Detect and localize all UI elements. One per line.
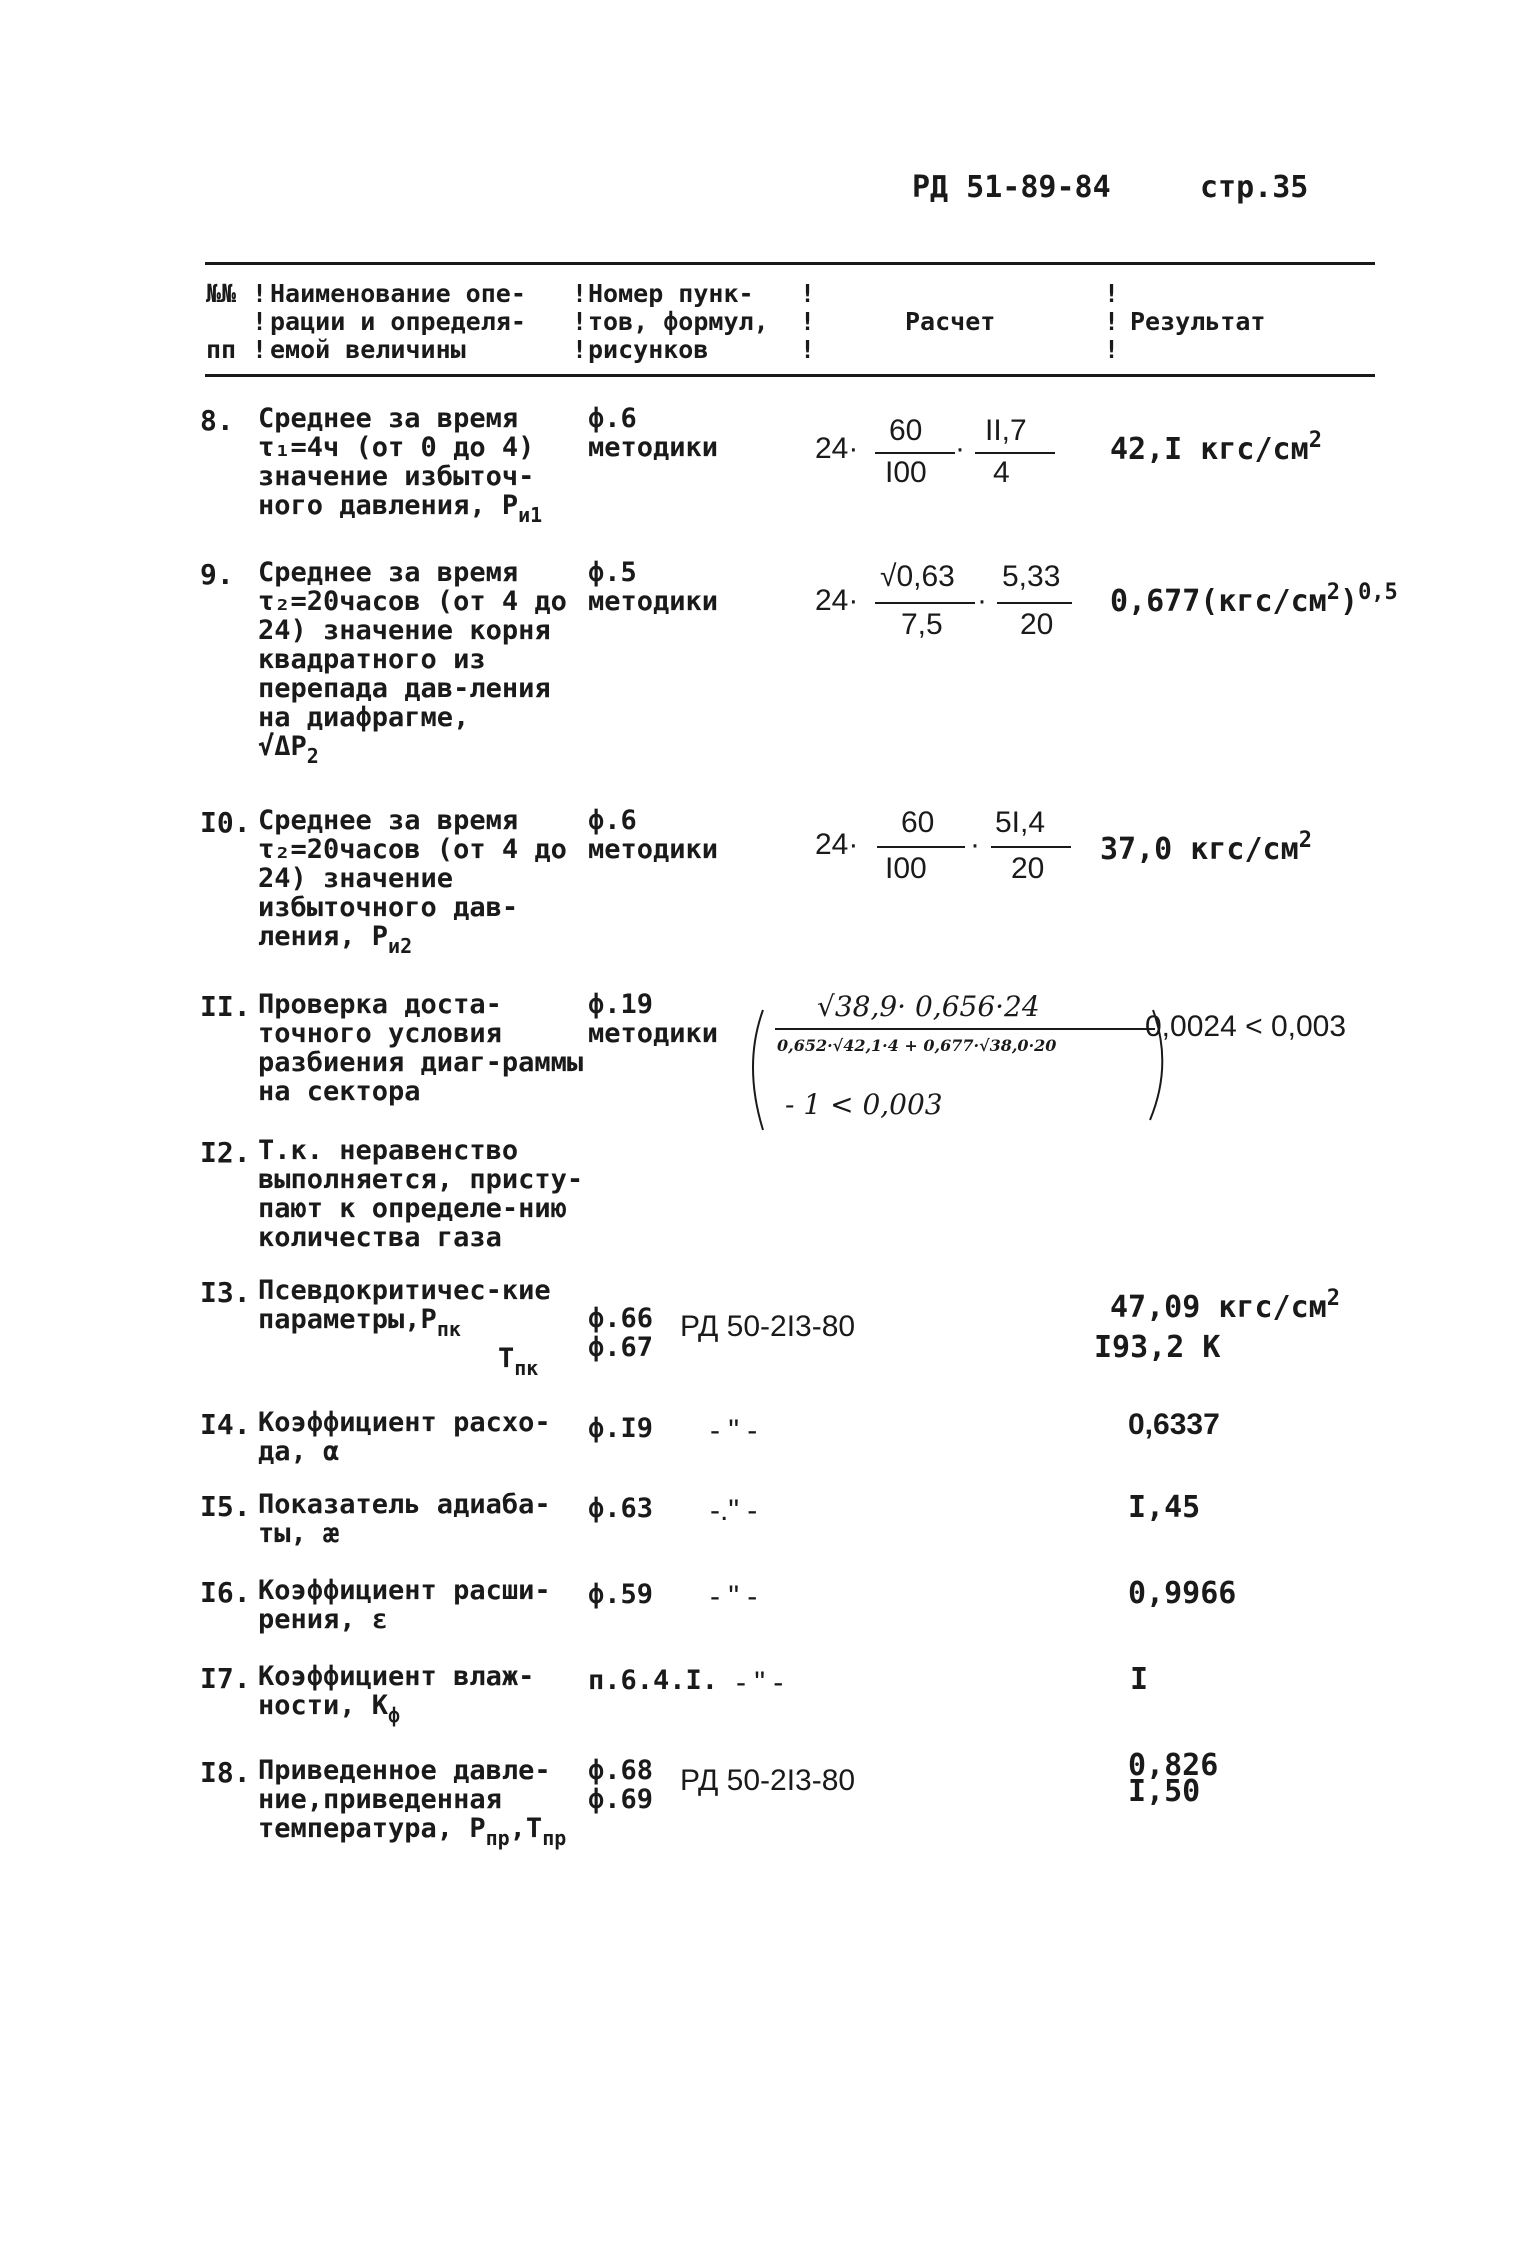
row-number: I3. xyxy=(200,1276,251,1309)
row-reference: ф.66 ф.67 xyxy=(588,1303,654,1363)
row-name: Коэффициент расхо-да, α xyxy=(258,1407,551,1467)
row-result: I xyxy=(1130,1662,1149,1697)
row-number: I5. xyxy=(200,1490,251,1523)
row-name: Среднее за время τ₁=4ч (от 0 до 4) значение избыточ-ного давления, $P_{и1}$ xyxy=(258,403,543,527)
page-number: стр.35 xyxy=(1200,170,1309,205)
row-ditto: - " - xyxy=(710,1580,758,1613)
col-calc: Расчет xyxy=(905,307,996,336)
col-name-line1: Наименование опе- xyxy=(270,279,526,308)
table-top-rule xyxy=(205,262,1375,265)
row-reference-standard: РД 50-2I3-80 xyxy=(680,1310,856,1343)
row-name: Коэффициент расши-рения, ε xyxy=(258,1575,551,1635)
row-reference: ф.68 ф.69 xyxy=(588,1755,654,1815)
row-number: II. xyxy=(200,990,251,1023)
row-reference: ф.5 методики xyxy=(588,557,719,617)
row-result-line2: I,50 xyxy=(1128,1774,1201,1809)
row-result: 0,826 xyxy=(1128,1748,1219,1783)
row-number: I4. xyxy=(200,1408,251,1441)
row-number: 9. xyxy=(200,558,234,591)
row-result-line2: I93,2 К xyxy=(1094,1330,1221,1365)
row-result: I,45 xyxy=(1128,1490,1201,1525)
col-ref-line1: Номер пунк- xyxy=(588,279,754,308)
row-result: 0,6337 xyxy=(1128,1408,1220,1441)
row-reference: ф.6 методики xyxy=(588,403,719,463)
row-result: 42,I кгс/$см^2$ xyxy=(1110,428,1322,467)
col-result: Результат xyxy=(1130,307,1266,336)
row-reference-standard: РД 50-2I3-80 xyxy=(680,1764,856,1797)
row-ditto: -." - xyxy=(710,1494,758,1527)
row-reference: ф.19 методики xyxy=(588,989,719,1049)
col-name-line3: емой величины xyxy=(270,335,466,364)
row-number: 8. xyxy=(200,404,234,437)
row-name: Проверка доста-точного условия разбиения диаг-раммы на сектора xyxy=(258,989,584,1107)
row-number: I6. xyxy=(200,1576,251,1609)
document-code: РД 51-89-84 xyxy=(912,170,1111,205)
row-result: 0,9966 xyxy=(1128,1576,1237,1611)
col-name-line2: рации и определя- xyxy=(270,307,526,336)
row-result: 47,09 кгс/$см^2$ xyxy=(1110,1286,1340,1325)
row-reference: п.6.4.I. xyxy=(588,1665,719,1696)
row-reference: ф.6 методики xyxy=(588,805,719,865)
row-name: Псевдокритичес-кие $параметры,P_{пк}$ $T_{пк}$ xyxy=(258,1275,551,1380)
col-num-line1: №№ xyxy=(206,279,237,308)
row-number: I2. xyxy=(200,1136,251,1169)
row-number: I0. xyxy=(200,806,251,839)
document-page: РД 51-89-84 стр.35 №№ пп ! ! ! Наименование опе- рации и определя- емой величины ! ! ! Номер пунк- тов, формул, рисунков ! ! ! Расчет ! ! ! Результат 8. Среднее за время τ₁=4ч (от 0 до 4) значение избыточ-ного давления, $P_{и1}$ ф.6 методики 24· 60 I00 · II,7 4 42,I кгс/$см^2$ 9. Среднее за время τ₂=20часов (от 4 до 24) значение корня квадратного из перепада дав-ления на диафрагме, $√\Delta P_2$ ф.5 методики 24· √0,63 7,5 · 5,33 20 $0,677(кгс/см^2)^{0,5}$ I0. Среднее за время τ₂=20часов (от 4 до 24) значение избыточного дав-ления, $P_{и2}$ ф.6 методики 24· 60 I00 · 5I,4 20 37,0 кгс/$см^2$ II. Проверка доста-точного условия разбиения диаг-раммы на сектора ф.19 методики √38,9· 0,656·24 0,652·√42,1·4 + 0,677·√38,0·20 - 1 < 0,003 0,0024 < 0,003 I2. Т.к. неравенство выполняется, присту-пают к определе-нию количества газа I3. Псевдокритичес-кие $параметры,P_{пк}$ $T_{пк}$ ф.66 ф.67 РД 50-2I3-80 47,09 кгс/$см^2$ I93,2 К I4. Коэффициент расхо-да, α ф.I9 - " - 0,6337 I5. Показатель адиаба-ты, æ ф.63 -." - I,45 I6. Коэффициент расши-рения, ε ф.59 - " - 0,9966 I7. Коэффициент влаж-ности, $K_ф$ п.6.4.I. - " - I I8. Приведенное давле-ние,приведенная температура, $P_{пр},T_{пр}$ ф.68 ф.69 РД 50-2I3-80 0,826 I,50 xyxy=(0,0,1535,2244)
row-ditto: - " - xyxy=(710,1414,758,1447)
row-name: Приведенное давле-ние,приведенная температура, $P_{пр},T_{пр}$ xyxy=(258,1755,567,1850)
row-name: Среднее за время τ₂=20часов (от 4 до 24) значение избыточного дав-ления, $P_{и2}$ xyxy=(258,805,567,958)
row-result: 0,0024 < 0,003 xyxy=(1145,1010,1347,1043)
row-result: 37,0 кгс/$см^2$ xyxy=(1100,828,1312,867)
table-header-rule xyxy=(205,374,1375,377)
row-number: I7. xyxy=(200,1662,251,1695)
row-name: Среднее за время τ₂=20часов (от 4 до 24) значение корня квадратного из перепада дав-ления на диафрагме, $√\Delta P_2$ xyxy=(258,557,567,768)
col-ref-line2: тов, формул, xyxy=(588,307,769,336)
row-ditto: - " - xyxy=(736,1666,784,1699)
col-ref-line3: рисунков xyxy=(588,335,709,364)
row-reference: ф.59 xyxy=(588,1579,654,1610)
row-name: Показатель адиаба-ты, æ xyxy=(258,1489,551,1549)
row-reference: ф.I9 xyxy=(588,1413,654,1444)
row-name: Т.к. неравенство выполняется, присту-пают к определе-нию количества газа xyxy=(258,1135,584,1253)
row-reference: ф.63 xyxy=(588,1493,654,1524)
col-num-line2: пп xyxy=(206,335,237,364)
row-result: $0,677(кгс/см^2)^{0,5}$ xyxy=(1110,580,1398,619)
row-number: I8. xyxy=(200,1756,251,1789)
row-name: Коэффициент влаж-ности, $K_ф$ xyxy=(258,1661,535,1727)
